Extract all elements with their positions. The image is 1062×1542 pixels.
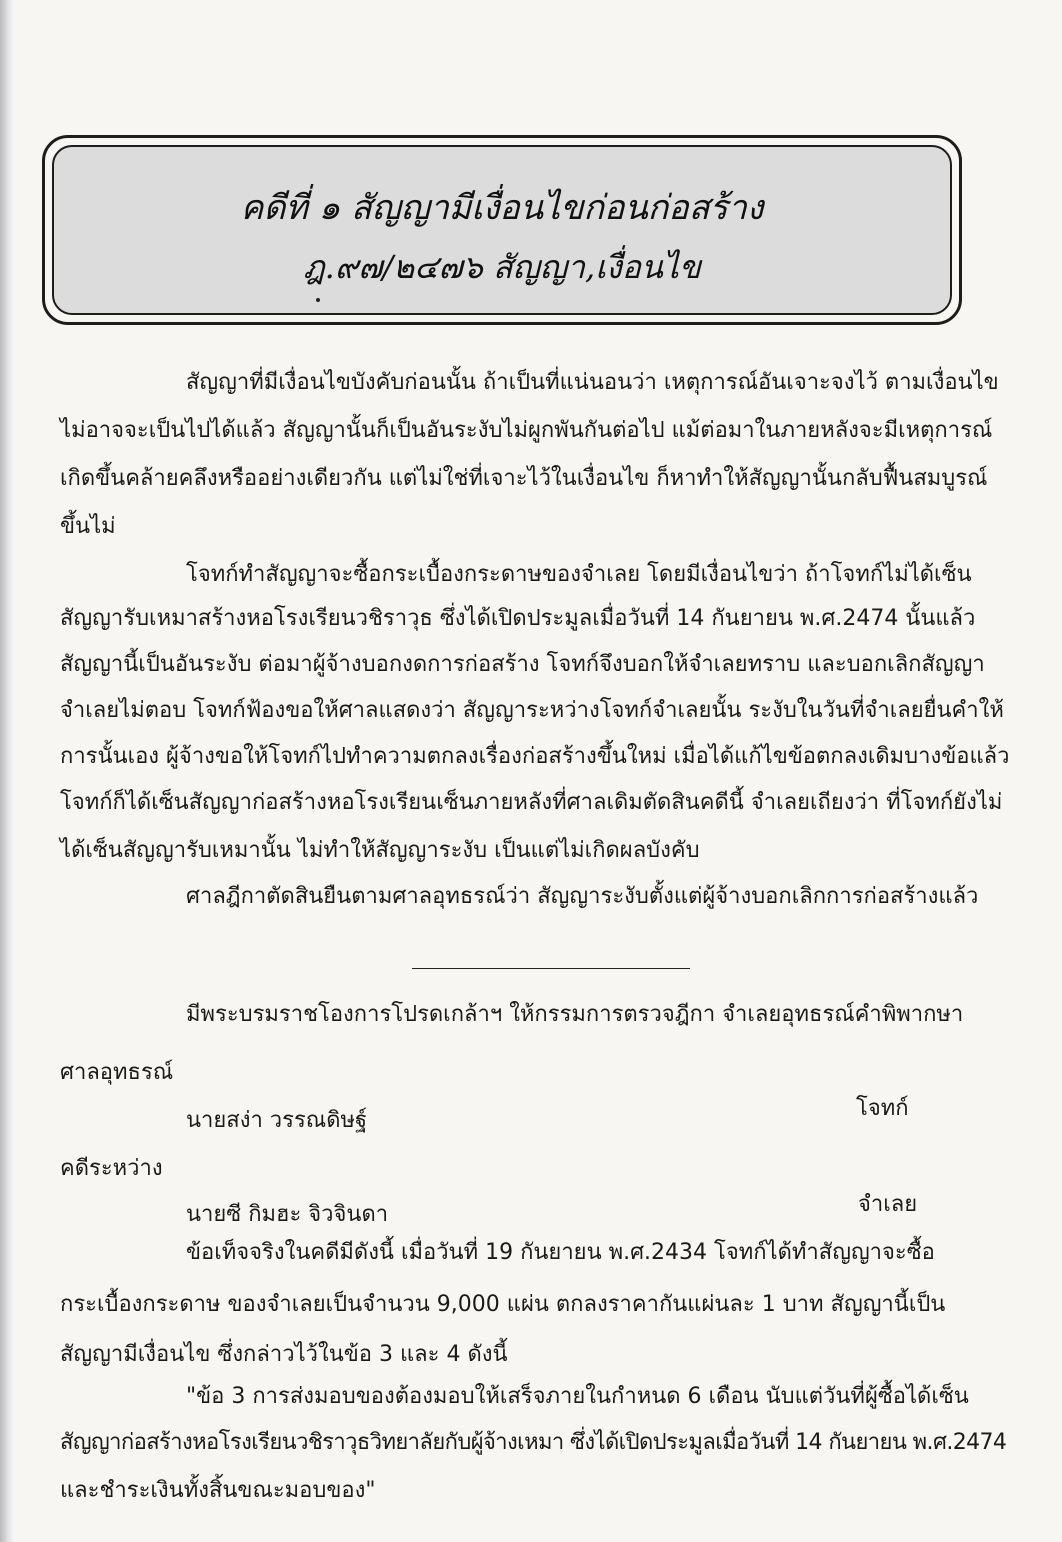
summary-line: ได้เซ็นสัญญารับเหมานั้น ไม่ทำให้สัญญาระงับ เป็นแต่ไม่เกิดผลบังคับ <box>60 838 700 863</box>
ink-dot <box>316 298 320 302</box>
summary-line: ไม่อาจจะเป็นไปได้แล้ว สัญญานั้นก็เป็นอันระงับไม่ผูกพันกันต่อไป แม้ต่อมาในภายหลังจะมีเหตุการณ์ <box>60 418 993 443</box>
summary-line: สัญญานี้เป็นอันระงับ ต่อมาผู้จ้างบอกงดการก่อสร้าง โจทก์จึงบอกให้จำเลยทราบ และบอกเลิกสัญญา <box>60 652 985 677</box>
section-divider <box>412 968 690 969</box>
case-title: คดีที่ ๑ สัญญามีเงื่อนไขก่อนก่อสร้าง <box>240 188 764 228</box>
plaintiff-role: โจทก์ <box>856 1096 909 1121</box>
page-edge-shadow <box>0 0 14 1542</box>
summary-line: สัญญารับเหมาสร้างหอโรงเรียนวชิราวุธ ซึ่งได้เปิดประมูลเมื่อวันที่ 14 กันยายน พ.ศ.2474 นั้นแล้ว <box>60 606 976 631</box>
summary-line: การนั้นเอง ผู้จ้างขอให้โจทก์ไปทำความตกลงเรื่องก่อสร้างขึ้นใหม่ เมื่อได้แก้ไขข้อตกลงเดิมบางข้อแล้ว <box>60 744 1010 769</box>
facts-line: กระเบื้องกระดาษ ของจำเลยเป็นจำนวน 9,000 แผ่น ตกลงราคากันแผ่นละ 1 บาท สัญญานี้เป็น <box>60 1292 946 1317</box>
supreme-court-ruling: ศาลฎีกาตัดสินยืนตามศาลอุทธรณ์ว่า สัญญาระงับตั้งแต่ผู้จ้างบอกเลิกการก่อสร้างแล้ว <box>186 884 979 909</box>
judgment-intro: มีพระบรมราชโองการโปรดเกล้าฯ ให้กรรมการตรวจฎีกา จำเลยอุทธรณ์คำพิพากษา <box>186 1002 964 1027</box>
facts-line: สัญญามีเงื่อนไข ซึ่งกล่าวไว้ในข้อ 3 และ 4 ดังนี้ <box>60 1342 508 1367</box>
contract-clause: และชำระเงินทั้งสิ้นขณะมอบของ" <box>60 1478 376 1503</box>
judgment-intro: ศาลอุทธรณ์ <box>60 1060 174 1085</box>
defendant-role: จำเลย <box>858 1192 918 1217</box>
summary-line: ขึ้นไม่ <box>60 514 116 539</box>
contract-clause: สัญญาก่อสร้างหอโรงเรียนวชิราวุธวิทยาลัยกับผู้จ้างเหมา ซึ่งได้เปิดประมูลเมื่อวันที่ 14 กันยายน พ.ศ.2474 <box>60 1430 1007 1455</box>
contract-clause: "ข้อ 3 การส่งมอบของต้องมอบให้เสร็จภายในกำหนด 6 เดือน นับแต่วันที่ผู้ซื้อได้เซ็น <box>186 1384 969 1409</box>
case-between: คดีระหว่าง <box>60 1156 163 1181</box>
defendant-name: นายซี กิมฮะ จิวจินดา <box>186 1202 389 1227</box>
case-reference: ฎ.๙๗/๒๔๗๖ สัญญา,เงื่อนไข <box>303 248 701 286</box>
summary-line: โจทก์ทำสัญญาจะซื้อกระเบื้องกระดาษของจำเลย โดยมีเงื่อนไขว่า ถ้าโจทก์ไม่ได้เซ็น <box>186 562 972 587</box>
summary-line: จำเลยไม่ตอบ โจทก์ฟ้องขอให้ศาลแสดงว่า สัญญาระหว่างโจทก์จำเลยนั้น ระงับในวันที่จำเลยยื่นคำให้ <box>60 698 1004 723</box>
summary-line: สัญญาที่มีเงื่อนไขบังคับก่อนนั้น ถ้าเป็นที่แน่นอนว่า เหตุการณ์อันเจาะจงไว้ ตามเงื่อนไข <box>186 370 999 395</box>
plaintiff-name: นายสง่า วรรณดิษฐ์ <box>186 1108 368 1133</box>
summary-line: โจทก์ก็ได้เซ็นสัญญาก่อสร้างหอโรงเรียนเซ็นภายหลังที่ศาลเดิมตัดสินคดีนี้ จำเลยเถียงว่า ที่โจทก์ยังไม่ <box>60 790 1003 815</box>
facts-line: ข้อเท็จจริงในคดีมีดังนี้ เมื่อวันที่ 19 กันยายน พ.ศ.2434 โจทก์ได้ทำสัญญาจะซื้อ <box>186 1240 935 1265</box>
summary-line: เกิดขึ้นคล้ายคลึงหรืออย่างเดียวกัน แต่ไม่ใช่ที่เจาะไว้ในเงื่อนไข ก็หาทำให้สัญญานั้นกลับฟื้นสมบูรณ์ <box>60 466 988 491</box>
